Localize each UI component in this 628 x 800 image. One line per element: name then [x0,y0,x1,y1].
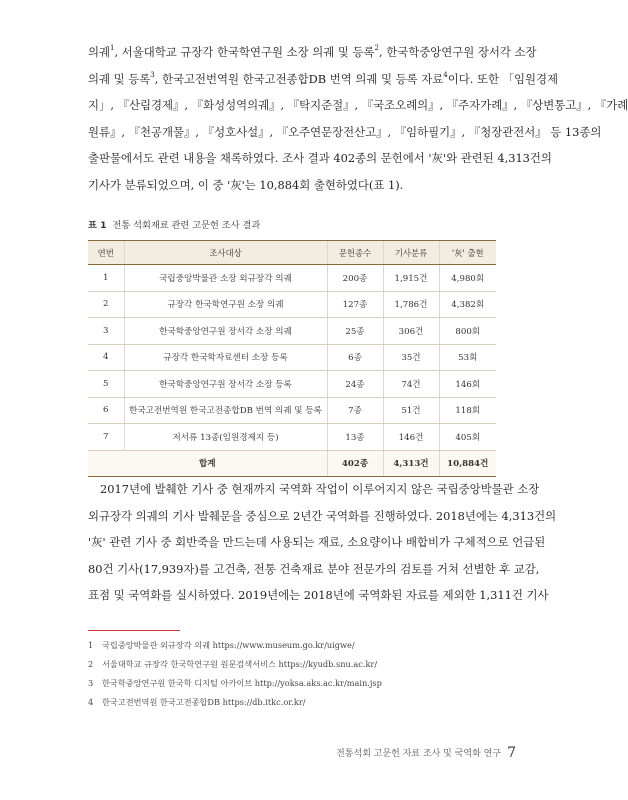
total-label: 합계 [88,450,327,477]
col-header-occurrences: '灰' 출현 [439,241,496,265]
table-caption-text: 전통 석회재료 관련 고문헌 조사 결과 [112,220,261,231]
footnote-text[interactable]: 한국학중앙연구원 한국학 디지털 아카이브 http://yoksa.aks.ac.kr/main.jsp [102,678,382,688]
cell-target: 국립중앙박물관 소장 외규장각 의궤 [124,265,327,292]
cell-occurrences: 118회 [439,397,496,424]
cell-occurrences: 405회 [439,424,496,451]
table-row [88,318,496,345]
table-row [88,424,496,451]
footnote-ref[interactable]: 4 [443,70,448,79]
cell-docs: 25종 [327,318,383,345]
cell-articles: 1,786건 [383,291,439,318]
cell-no: 1 [88,265,124,292]
cell-docs: 13종 [327,424,383,451]
footnote-number: 2 [88,659,94,669]
col-header-docs: 문헌종수 [327,241,383,265]
total-occurrences: 10,884건 [439,450,496,477]
table-total-row [88,450,496,477]
cell-docs: 200종 [327,265,383,292]
text-line: 원류』, 『천공개물』, 『성호사설』, 『오주연문장전산고』, 『임하필기』, 『청장관전서』 등 13종의 [88,124,602,139]
running-footer [336,745,516,761]
table-row [88,371,496,398]
text-line: 의궤$^1$, 서울대학교 규장각 한국학연구원 소장 의궤 및 등록$^2$, 한국학중앙연구원 장서각 소장 [88,44,537,59]
text-line: 지」, 『산림경제』, 『화성성역의궤』, 『탁지준절』, 『국조오례의』, 『주자가례』, 『상변통고』, 『가례 [88,98,628,113]
cell-articles: 306건 [383,318,439,345]
table-row [88,265,496,292]
cell-occurrences: 800회 [439,318,496,345]
cell-target: 한국학중앙연구원 장서각 소장 의궤 [124,318,327,345]
cell-occurrences: 4,980회 [439,265,496,292]
footnote-text[interactable]: 국립중앙박물관 외규장각 의궤 https://www.museum.go.kr/uigwe/ [102,640,355,650]
footnote [88,678,382,689]
cell-docs: 24종 [327,371,383,398]
cell-no: 2 [88,291,124,318]
cell-docs: 6종 [327,344,383,371]
col-header-target: 조사대상 [124,241,327,265]
table-caption-label: 표 1 [88,220,107,231]
body-paragraph-2 [88,476,557,609]
table-caption [88,217,260,231]
col-header-articles: 기사분류 [383,241,439,265]
cell-no: 3 [88,318,124,345]
page-number: 7 [507,745,516,761]
footnote-number: 1 [88,640,94,650]
footnote [88,697,306,708]
footnote [88,659,377,670]
footnote-ref[interactable]: 3 [150,70,155,79]
table-row [88,291,496,318]
footnote-ref[interactable]: 1 [110,44,115,52]
cell-no: 4 [88,344,124,371]
cell-target: 규장각 한국학자료센터 소장 등록 [124,344,327,371]
text-line: 기사가 분류되었으며, 이 중 '灰'는 10,884회 출현하였다(표 1). [88,177,404,192]
footer-title: 전통석회 고문헌 자료 조사 및 국역화 연구 [336,749,502,759]
text-line: 80건 기사(17,939자)를 고건축, 전통 건축재료 분야 전문가의 검토를 거쳐 선별한 후 교감, [88,561,540,576]
cell-articles: 146건 [383,424,439,451]
text-line: '灰' 관련 기사 중 회반죽을 만드는데 사용되는 재료, 소요량이나 배합비가 구체적으로 언급된 [88,535,546,550]
cell-occurrences: 4,382회 [439,291,496,318]
footnote-text[interactable]: 서울대학교 규장각 한국학연구원 원문검색서비스 https://kyudb.snu.ac.kr/ [102,659,378,669]
table-row [88,397,496,424]
cell-target: 규장각 한국학연구원 소장 의궤 [124,291,327,318]
cell-target: 한국학중앙연구원 장서각 소장 등록 [124,371,327,398]
cell-docs: 7종 [327,397,383,424]
table-row [88,344,496,371]
footnote-ref[interactable]: 2 [374,44,379,52]
footnote-number: 3 [88,678,94,688]
text-line: 외규장각 의궤의 기사 발췌문을 중심으로 2년간 국역화를 진행하였다. 2018년에는 4,313건의 [88,508,557,523]
survey-results-table [88,240,496,477]
cell-target: 저서류 13종(임원경제지 등) [124,424,327,451]
cell-articles: 51건 [383,397,439,424]
col-header-no: 연번 [88,241,124,265]
cell-articles: 35건 [383,344,439,371]
footnote-text[interactable]: 한국고전번역원 한국고전종합DB https://db.itkc.or.kr/ [102,697,306,707]
cell-occurrences: 53회 [439,344,496,371]
table-header-row [88,241,496,265]
text-line: 출판물에서도 관련 내용을 채록하였다. 조사 결과 402종의 문헌에서 '灰'와 관련된 4,313건의 [88,151,552,166]
body-paragraph-1 [88,39,628,199]
footnote-divider [88,630,180,631]
text-line: 2017년에 발췌한 기사 중 현재까지 국역화 작업이 이루어지지 않은 국립중앙박물관 소장 [100,482,540,496]
footnote-number: 4 [88,697,94,707]
cell-articles: 1,915건 [383,265,439,292]
cell-occurrences: 146회 [439,371,496,398]
cell-docs: 127종 [327,291,383,318]
text-line: 표점 및 국역화를 실시하였다. 2019년에는 2018년에 국역화된 자료를 제외한 1,311건 기사 [88,588,549,603]
total-docs: 402종 [327,450,383,477]
footnote [88,640,355,651]
cell-no: 6 [88,397,124,424]
cell-no: 7 [88,424,124,451]
cell-articles: 74건 [383,371,439,398]
cell-no: 5 [88,371,124,398]
text-line: 의궤 및 등록$^3$, 한국고전번역원 한국고전종합DB 번역 의궤 및 등록 자료$^4$이다. 또한 「임원경제 [88,70,559,86]
total-articles: 4,313건 [383,450,439,477]
cell-target: 한국고전번역원 한국고전종합DB 번역 의궤 및 등록 [124,397,327,424]
